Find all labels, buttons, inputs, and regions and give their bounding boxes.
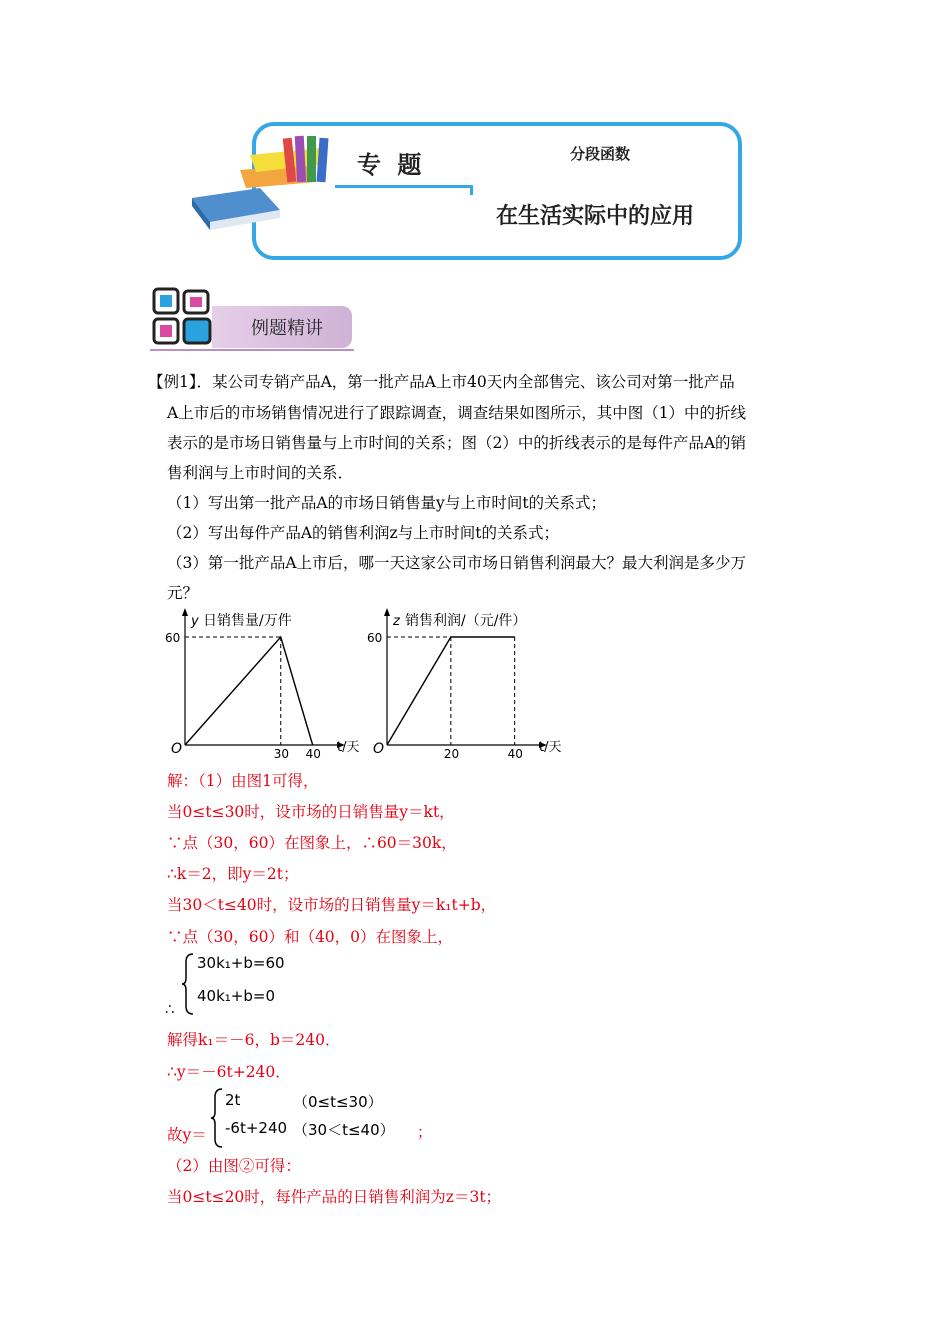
piece-1-cond: （0≤t≤30） bbox=[293, 1093, 383, 1111]
y-tick-label: 60 bbox=[165, 631, 181, 645]
y-axis-letter: z bbox=[393, 614, 400, 629]
x-tick-label: 40 bbox=[507, 747, 523, 761]
solution-line-2: 当0≤t≤30时，设市场的日销售量y＝kt， bbox=[167, 803, 455, 821]
banner-divider-2 bbox=[470, 185, 473, 195]
banner-title-right: 在生活实际中的应用 bbox=[496, 204, 695, 229]
equation-system bbox=[165, 950, 315, 1020]
x-tick-label: 20 bbox=[443, 747, 460, 761]
problem-line-2: A上市后的市场销售情况进行了跟踪调查，调查结果如图所示，其中图（1）中的折线 bbox=[167, 404, 747, 422]
banner-divider bbox=[335, 185, 473, 188]
piecewise-function bbox=[165, 1085, 465, 1151]
chart-unit-profit bbox=[362, 605, 562, 765]
y-axis-arrow bbox=[182, 608, 188, 616]
solution-line-7: 解得k₁＝－6，b＝240． bbox=[167, 1031, 341, 1049]
piece-suffix: ； bbox=[417, 1123, 433, 1141]
system-eq-1: 30k₁+b=60 bbox=[197, 954, 285, 972]
piecewise-brace bbox=[210, 1087, 224, 1149]
problem-line-5: （1）写出第一批产品A的市场日销售量y与上市时间t的关系式； bbox=[167, 494, 607, 512]
y-tick-label: 60 bbox=[367, 631, 383, 645]
system-eq-2: 40k₁+b=0 bbox=[197, 987, 275, 1005]
x-axis-label: t/天 bbox=[539, 740, 562, 755]
problem-line-4: 售利润与上市时间的关系． bbox=[167, 464, 354, 482]
origin-label: O bbox=[171, 741, 183, 757]
piece-2-cond: （30＜t≤40） bbox=[293, 1121, 395, 1139]
solution-line-9: （2）由图②可得： bbox=[167, 1157, 301, 1175]
section-underline bbox=[150, 349, 354, 351]
books-icon bbox=[180, 130, 340, 235]
problem-line-8: 元？ bbox=[167, 584, 199, 602]
series-line bbox=[185, 637, 313, 745]
solution-line-6: ∵点（30，60）和（40，0）在图象上， bbox=[167, 928, 454, 946]
system-therefore: ∴ bbox=[165, 1000, 175, 1018]
y-axis-letter: y bbox=[191, 614, 199, 629]
y-axis-arrow bbox=[384, 608, 390, 616]
solution-line-1: 解：（1）由图1可得， bbox=[167, 772, 319, 790]
left-brace bbox=[181, 952, 195, 1016]
section-label: 例题精讲 bbox=[212, 306, 352, 348]
origin-label: O bbox=[373, 741, 385, 757]
problem-line-1: 【例1】．某公司专销产品A，第一批产品A上市40天内全部售完、该公司对第一批产品 bbox=[148, 373, 735, 391]
chart-title: 日销售量/万件 bbox=[203, 613, 292, 629]
banner-title-left: 专 题 bbox=[357, 151, 426, 179]
banner-subtitle: 分段函数 bbox=[570, 145, 631, 163]
solution-line-3: ∵点（30，60）在图象上，∴60＝30k， bbox=[167, 834, 457, 852]
piecewise-prefix: 故y＝ bbox=[167, 1126, 207, 1144]
chart-sales-volume bbox=[160, 605, 360, 765]
chart-title: 销售利润/（元/件） bbox=[405, 613, 527, 629]
problem-line-7: （3）第一批产品A上市后，哪一天这家公司市场日销售利润最大？最大利润是多少万 bbox=[167, 554, 747, 572]
piece-1-expr: 2t bbox=[225, 1091, 241, 1109]
solution-line-5: 当30＜t≤40时，设市场的日销售量y＝k₁t+b， bbox=[167, 896, 497, 914]
x-tick-label: 40 bbox=[305, 747, 321, 761]
x-axis-label: t/天 bbox=[337, 740, 360, 755]
section-grid-icon bbox=[152, 287, 214, 347]
solution-line-4: ∴k＝2，即y＝2t； bbox=[167, 865, 299, 883]
x-tick-label: 30 bbox=[273, 747, 290, 761]
solution-line-8: ∴y＝－6t+240． bbox=[167, 1063, 291, 1081]
solution-line-10: 当0≤t≤20时，每件产品的日销售利润为z＝3t； bbox=[167, 1188, 502, 1206]
piece-2-expr: -6t+240 bbox=[225, 1119, 288, 1137]
problem-line-3: 表示的是市场日销售量与上市时间的关系；图（2）中的折线表示的是每件产品A的销 bbox=[167, 434, 747, 452]
problem-line-6: （2）写出每件产品A的销售利润z与上市时间t的关系式； bbox=[167, 524, 559, 542]
